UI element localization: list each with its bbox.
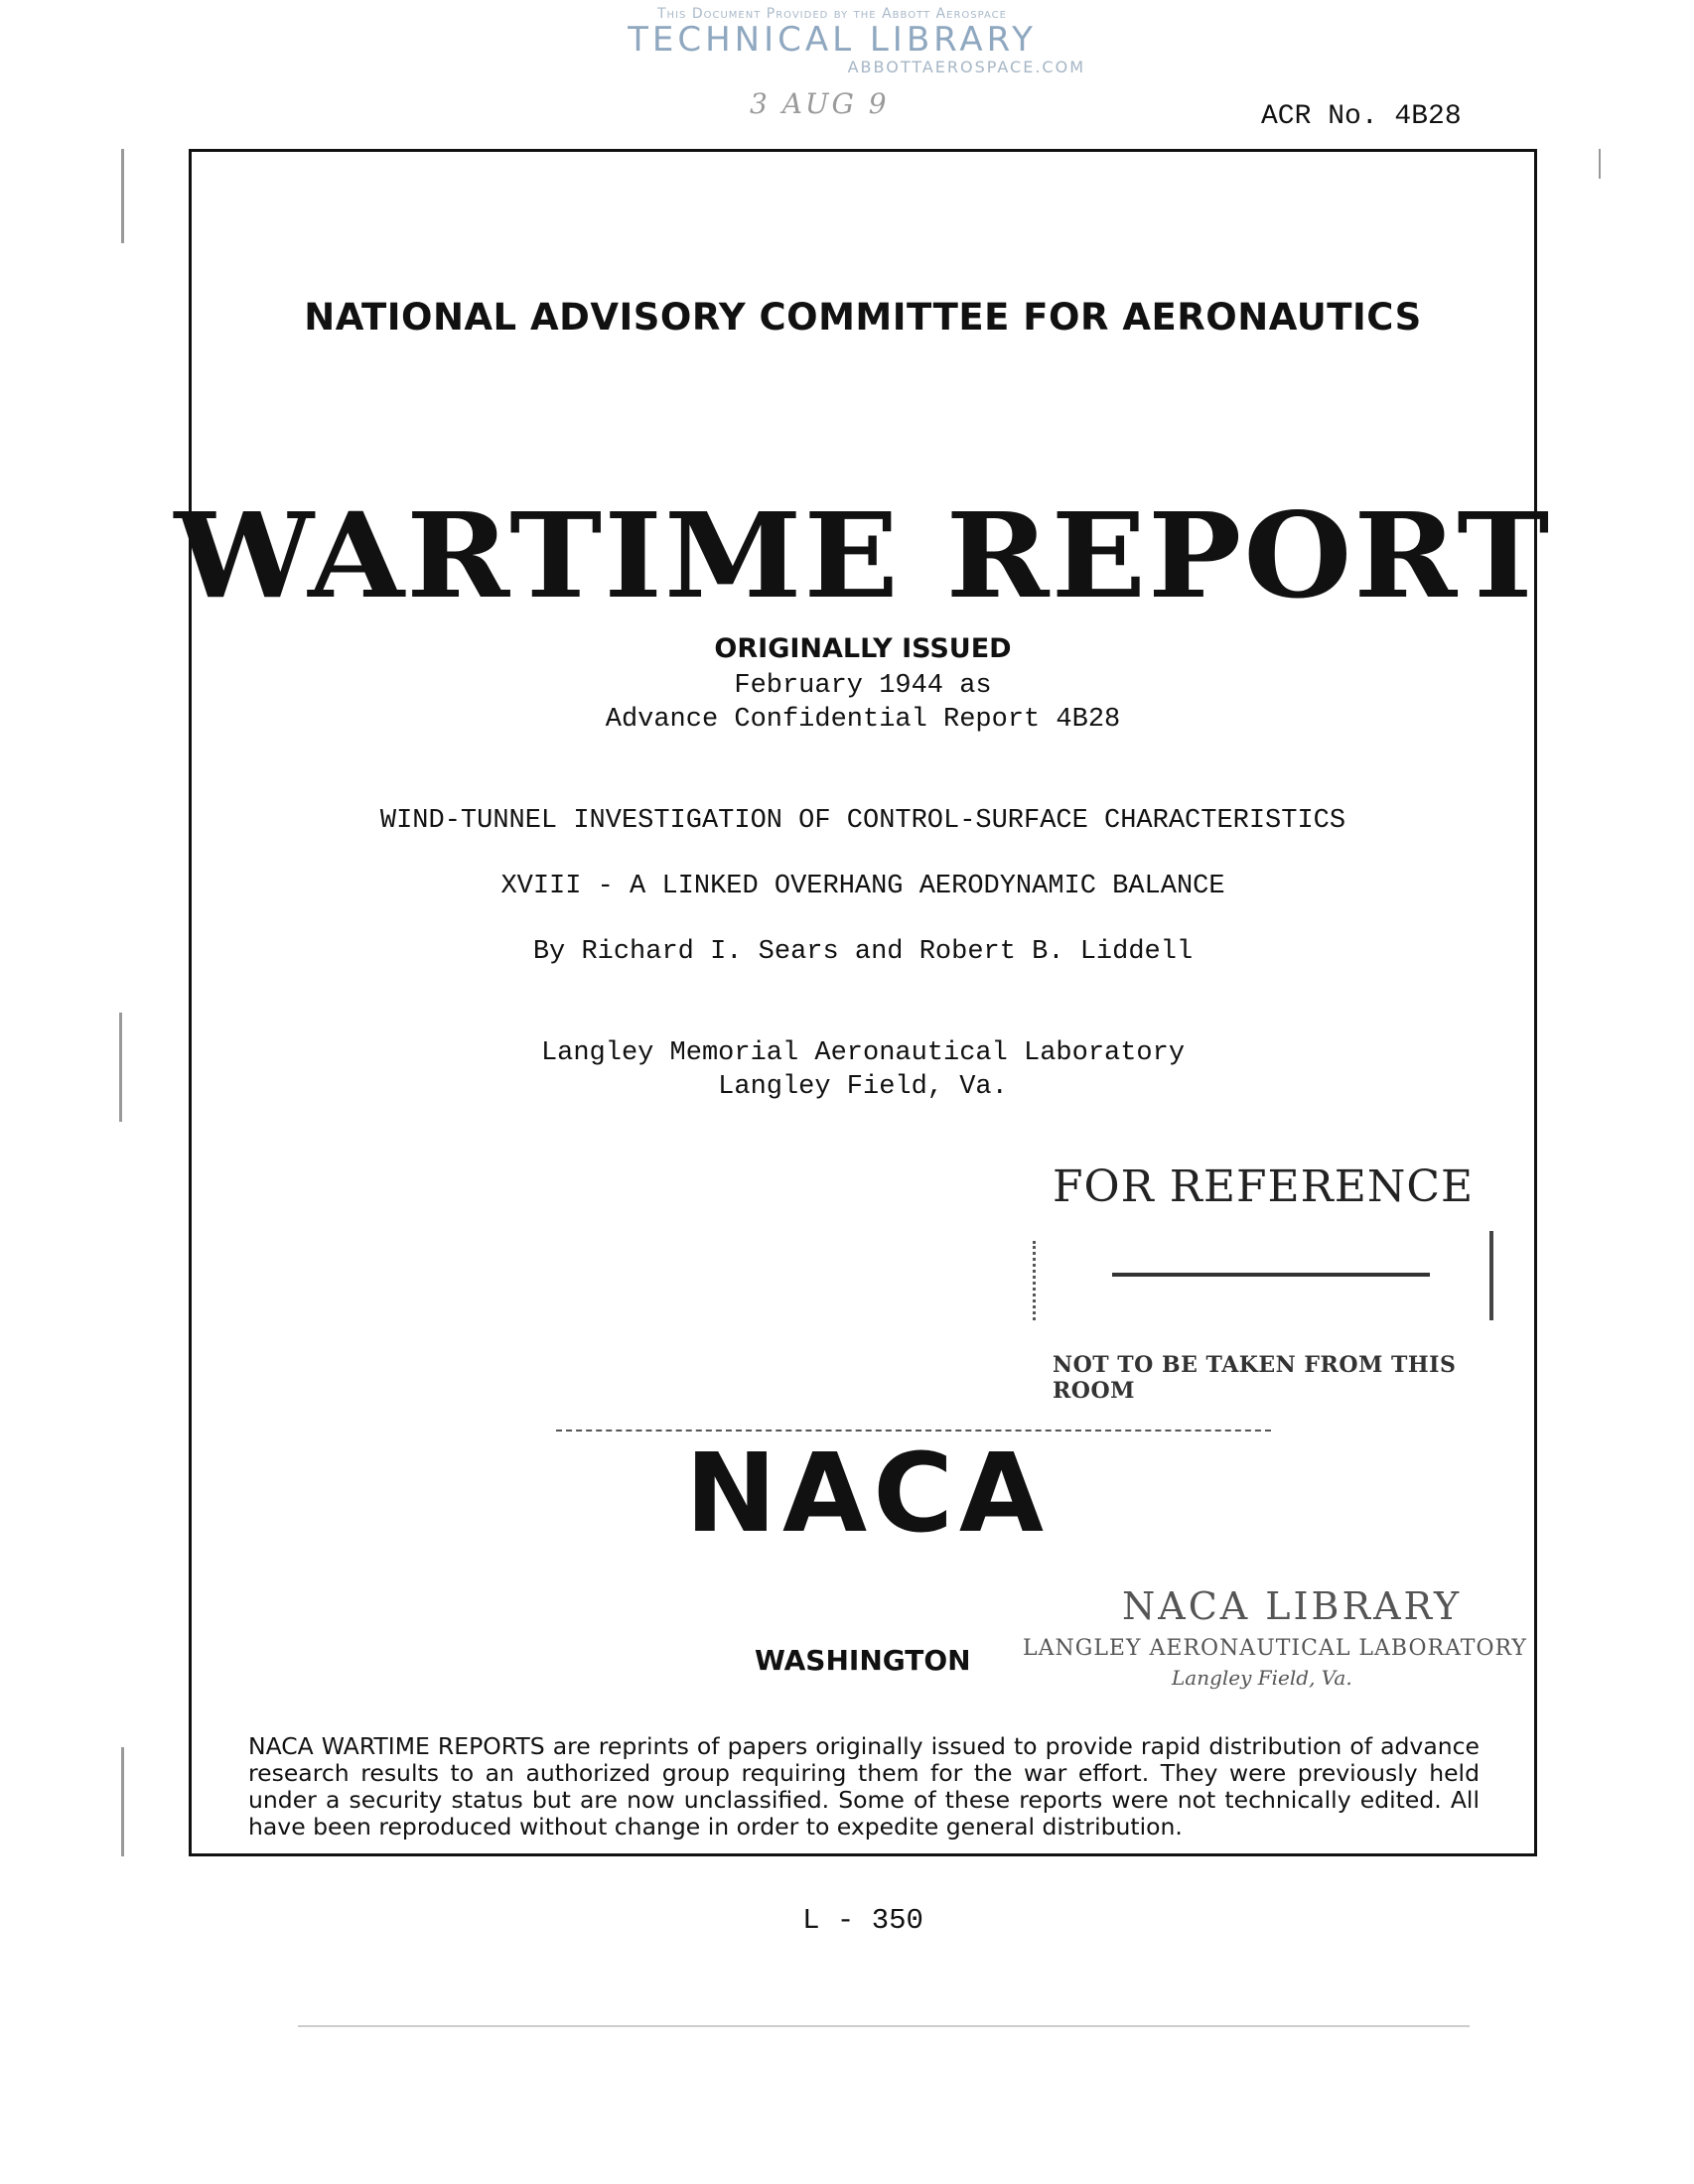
agency-title: NATIONAL ADVISORY COMMITTEE FOR AERONAUTICS xyxy=(304,296,1422,339)
received-date-stamp: 3 AUG 9 xyxy=(750,87,890,120)
library-stamp-affiliation: LANGLEY AERONAUTICAL LABORATORY xyxy=(1023,1636,1527,1661)
originally-issued-heading: ORIGINALLY ISSUED xyxy=(714,633,1012,664)
watermark-website: ABBOTTAEROSPACE.COM xyxy=(847,58,1085,76)
stamp-bracket-left xyxy=(1033,1241,1050,1320)
report-type-title: WARTIME REPORT xyxy=(174,486,1552,624)
acr-number: ACR No. 4B28 xyxy=(1261,101,1462,132)
scan-artifact xyxy=(119,1013,122,1122)
library-stamp xyxy=(1023,1584,1539,1704)
watermark-library-title: TECHNICAL LIBRARY xyxy=(628,20,1037,60)
page-code: L - 350 xyxy=(802,1904,923,1937)
scan-artifact xyxy=(1599,149,1601,179)
library-stamp-location: Langley Field, Va. xyxy=(1172,1666,1352,1690)
watermark-provider-line: This Document Provided by the Abbott Aerospace xyxy=(657,6,1007,22)
authors: By Richard I. Sears and Robert B. Liddell xyxy=(532,937,1194,967)
issue-report-number: Advance Confidential Report 4B28 xyxy=(605,705,1121,735)
library-stamp-name: NACA LIBRARY xyxy=(1122,1584,1463,1628)
stamp-blank-line xyxy=(1112,1273,1430,1277)
laboratory-name: Langley Memorial Aeronautical Laboratory xyxy=(540,1038,1186,1068)
reference-stamp-footer: NOT TO BE TAKEN FROM THIS ROOM xyxy=(1053,1352,1457,1404)
issue-date: February 1944 as xyxy=(734,671,992,701)
stamp-bracket-right xyxy=(1480,1231,1493,1320)
publication-city: WASHINGTON xyxy=(755,1644,971,1677)
laboratory-location: Langley Field, Va. xyxy=(718,1072,1008,1102)
reference-stamp-heading: FOR REFERENCE xyxy=(1053,1161,1475,1212)
document-subtitle: XVIII - A LINKED OVERHANG AERODYNAMIC BALANCE xyxy=(500,872,1225,901)
naca-logo: NACA xyxy=(685,1430,1051,1557)
scan-artifact xyxy=(298,2025,1470,2027)
distribution-notice: NACA WARTIME REPORTS are reprints of papers originally issued to provide rapid distribution of advance research results to an authorized group requiring them for the war effort. They were previously held under a security status but are now unclassified. Some of these reports were not technically edited. All have been reproduced without change in order to expedite general distribution. xyxy=(248,1732,1480,1841)
for-reference-stamp xyxy=(1033,1161,1509,1404)
document-title: WIND-TUNNEL INVESTIGATION OF CONTROL-SURFACE CHARACTERISTICS xyxy=(379,806,1346,836)
scan-artifact xyxy=(121,149,124,243)
scan-artifact xyxy=(121,1747,124,1856)
